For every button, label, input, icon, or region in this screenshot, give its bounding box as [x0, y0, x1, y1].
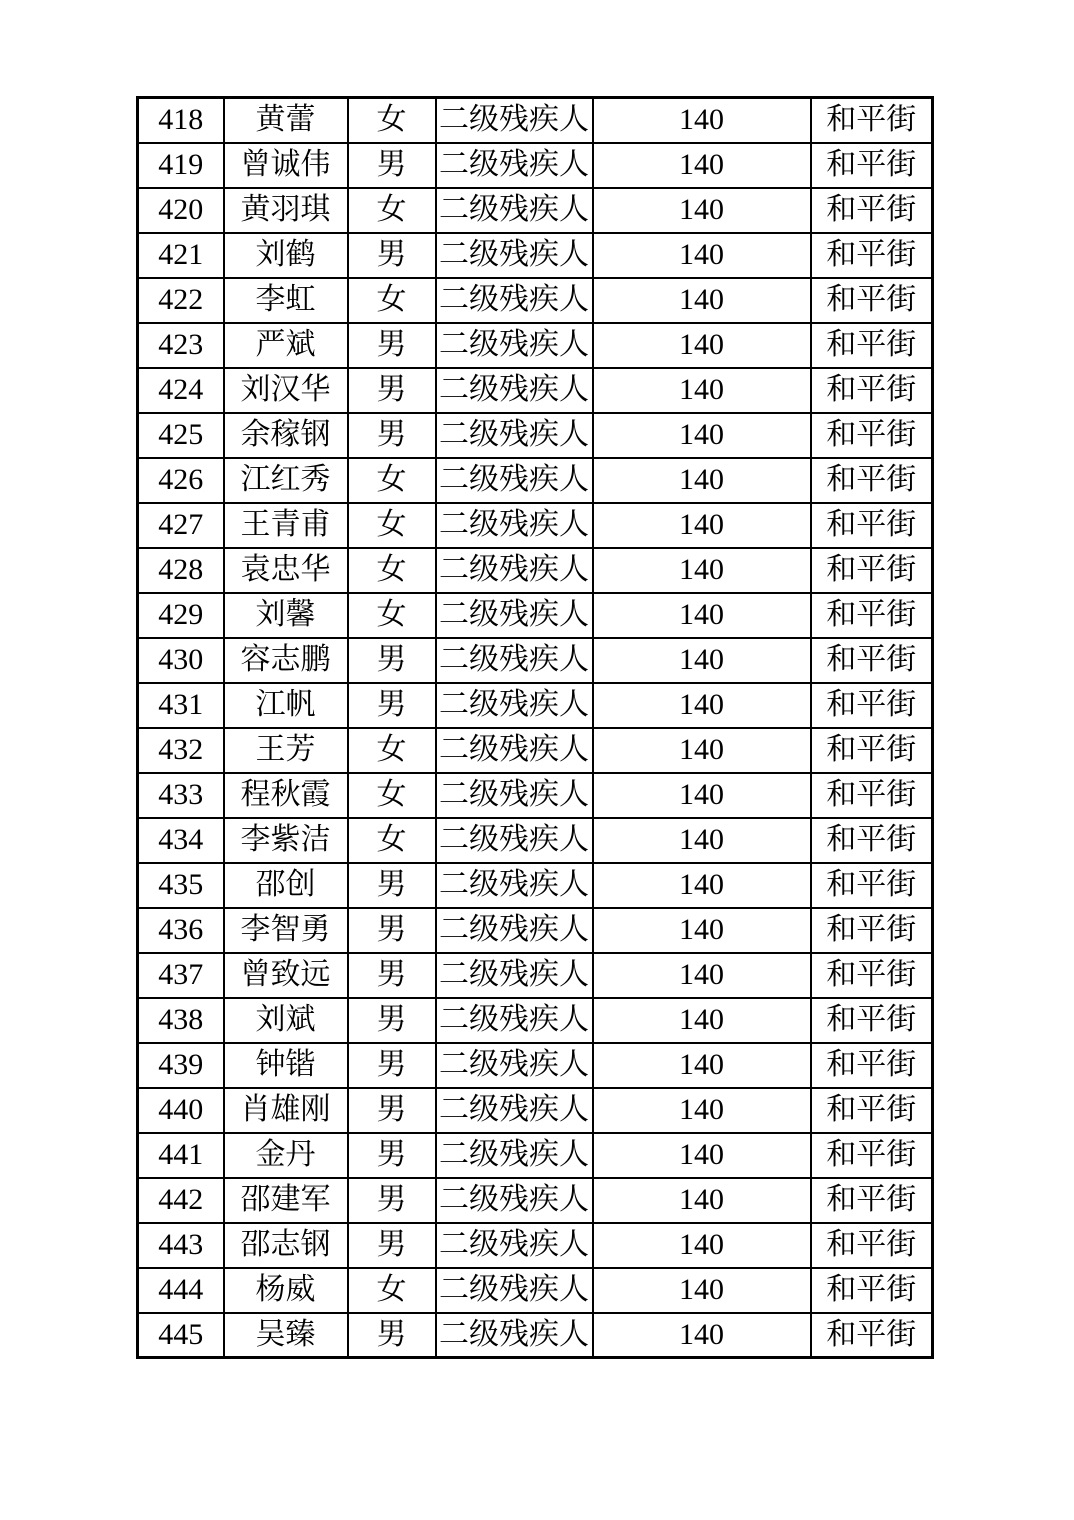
cell-amount: 140	[593, 368, 811, 413]
cell-gender: 女	[348, 593, 436, 638]
table-row	[138, 1133, 933, 1178]
cell-category: 二级残疾人	[436, 998, 593, 1043]
cell-name: 刘汉华	[224, 368, 348, 413]
cell-category: 二级残疾人	[436, 818, 593, 863]
cell-category: 二级残疾人	[436, 683, 593, 728]
cell-category: 二级残疾人	[436, 188, 593, 233]
cell-serial-number: 425	[138, 413, 224, 458]
table-row	[138, 728, 933, 773]
cell-amount: 140	[593, 1313, 811, 1358]
cell-name: 刘斌	[224, 998, 348, 1043]
cell-gender: 男	[348, 143, 436, 188]
cell-amount: 140	[593, 413, 811, 458]
table-row	[138, 143, 933, 188]
cell-gender: 男	[348, 323, 436, 368]
cell-gender: 女	[348, 458, 436, 503]
cell-category: 二级残疾人	[436, 413, 593, 458]
cell-category: 二级残疾人	[436, 728, 593, 773]
cell-serial-number: 436	[138, 908, 224, 953]
cell-category: 二级残疾人	[436, 1223, 593, 1268]
cell-serial-number: 419	[138, 143, 224, 188]
cell-street: 和平街	[811, 1088, 933, 1133]
cell-category: 二级残疾人	[436, 1178, 593, 1223]
cell-serial-number: 434	[138, 818, 224, 863]
cell-name: 李紫洁	[224, 818, 348, 863]
cell-street: 和平街	[811, 1223, 933, 1268]
cell-gender: 男	[348, 1088, 436, 1133]
cell-category: 二级残疾人	[436, 1268, 593, 1313]
table-row	[138, 323, 933, 368]
cell-serial-number: 427	[138, 503, 224, 548]
table-row	[138, 503, 933, 548]
cell-amount: 140	[593, 1133, 811, 1178]
cell-serial-number: 441	[138, 1133, 224, 1178]
cell-serial-number: 433	[138, 773, 224, 818]
table-row	[138, 1088, 933, 1133]
table-row	[138, 908, 933, 953]
cell-category: 二级残疾人	[436, 233, 593, 278]
cell-street: 和平街	[811, 548, 933, 593]
cell-gender: 男	[348, 1223, 436, 1268]
cell-street: 和平街	[811, 593, 933, 638]
cell-gender: 女	[348, 503, 436, 548]
cell-street: 和平街	[811, 503, 933, 548]
table-row	[138, 593, 933, 638]
cell-name: 程秋霞	[224, 773, 348, 818]
table-row	[138, 683, 933, 728]
cell-category: 二级残疾人	[436, 143, 593, 188]
cell-serial-number: 445	[138, 1313, 224, 1358]
cell-amount: 140	[593, 863, 811, 908]
cell-amount: 140	[593, 1043, 811, 1088]
table-row	[138, 638, 933, 683]
cell-serial-number: 443	[138, 1223, 224, 1268]
table-row	[138, 998, 933, 1043]
cell-category: 二级残疾人	[436, 503, 593, 548]
table-row	[138, 1223, 933, 1268]
cell-gender: 女	[348, 1268, 436, 1313]
cell-amount: 140	[593, 998, 811, 1043]
cell-street: 和平街	[811, 368, 933, 413]
cell-amount: 140	[593, 323, 811, 368]
cell-gender: 女	[348, 548, 436, 593]
cell-name: 袁忠华	[224, 548, 348, 593]
cell-category: 二级残疾人	[436, 1043, 593, 1088]
table-row	[138, 368, 933, 413]
cell-serial-number: 437	[138, 953, 224, 998]
roster-table-body	[138, 98, 933, 1358]
cell-gender: 男	[348, 638, 436, 683]
table-row	[138, 1313, 933, 1358]
cell-street: 和平街	[811, 1133, 933, 1178]
cell-amount: 140	[593, 188, 811, 233]
table-row	[138, 863, 933, 908]
cell-serial-number: 432	[138, 728, 224, 773]
cell-street: 和平街	[811, 998, 933, 1043]
cell-gender: 男	[348, 908, 436, 953]
disability-subsidy-roster-table	[136, 96, 934, 1359]
cell-serial-number: 421	[138, 233, 224, 278]
cell-name: 金丹	[224, 1133, 348, 1178]
cell-street: 和平街	[811, 98, 933, 143]
cell-name: 王芳	[224, 728, 348, 773]
cell-amount: 140	[593, 1088, 811, 1133]
cell-gender: 女	[348, 98, 436, 143]
cell-category: 二级残疾人	[436, 773, 593, 818]
cell-street: 和平街	[811, 278, 933, 323]
cell-category: 二级残疾人	[436, 1088, 593, 1133]
cell-name: 江帆	[224, 683, 348, 728]
cell-amount: 140	[593, 1223, 811, 1268]
cell-name: 江红秀	[224, 458, 348, 503]
cell-gender: 女	[348, 728, 436, 773]
cell-serial-number: 439	[138, 1043, 224, 1088]
cell-amount: 140	[593, 638, 811, 683]
table-row	[138, 413, 933, 458]
cell-category: 二级残疾人	[436, 368, 593, 413]
cell-serial-number: 444	[138, 1268, 224, 1313]
cell-name: 吴臻	[224, 1313, 348, 1358]
cell-gender: 男	[348, 233, 436, 278]
cell-street: 和平街	[811, 638, 933, 683]
cell-category: 二级残疾人	[436, 593, 593, 638]
cell-name: 容志鹏	[224, 638, 348, 683]
cell-category: 二级残疾人	[436, 1313, 593, 1358]
cell-serial-number: 420	[138, 188, 224, 233]
cell-name: 黄羽琪	[224, 188, 348, 233]
cell-serial-number: 422	[138, 278, 224, 323]
cell-name: 邵志钢	[224, 1223, 348, 1268]
cell-street: 和平街	[811, 863, 933, 908]
cell-amount: 140	[593, 1268, 811, 1313]
table-row	[138, 1178, 933, 1223]
cell-amount: 140	[593, 278, 811, 323]
cell-name: 邵建军	[224, 1178, 348, 1223]
cell-amount: 140	[593, 728, 811, 773]
cell-street: 和平街	[811, 683, 933, 728]
cell-street: 和平街	[811, 908, 933, 953]
cell-amount: 140	[593, 773, 811, 818]
cell-serial-number: 428	[138, 548, 224, 593]
cell-street: 和平街	[811, 1313, 933, 1358]
cell-serial-number: 435	[138, 863, 224, 908]
cell-street: 和平街	[811, 773, 933, 818]
cell-gender: 男	[348, 998, 436, 1043]
cell-name: 刘鹤	[224, 233, 348, 278]
cell-amount: 140	[593, 548, 811, 593]
cell-amount: 140	[593, 908, 811, 953]
cell-amount: 140	[593, 233, 811, 278]
cell-gender: 男	[348, 863, 436, 908]
cell-category: 二级残疾人	[436, 548, 593, 593]
cell-gender: 男	[348, 683, 436, 728]
cell-street: 和平街	[811, 188, 933, 233]
cell-category: 二级残疾人	[436, 638, 593, 683]
cell-serial-number: 431	[138, 683, 224, 728]
cell-street: 和平街	[811, 233, 933, 278]
cell-amount: 140	[593, 98, 811, 143]
cell-amount: 140	[593, 683, 811, 728]
cell-name: 严斌	[224, 323, 348, 368]
cell-street: 和平街	[811, 1043, 933, 1088]
cell-serial-number: 438	[138, 998, 224, 1043]
cell-name: 肖雄刚	[224, 1088, 348, 1133]
cell-gender: 男	[348, 953, 436, 998]
cell-serial-number: 424	[138, 368, 224, 413]
cell-category: 二级残疾人	[436, 98, 593, 143]
cell-serial-number: 442	[138, 1178, 224, 1223]
cell-amount: 140	[593, 593, 811, 638]
cell-gender: 女	[348, 278, 436, 323]
cell-street: 和平街	[811, 413, 933, 458]
cell-amount: 140	[593, 458, 811, 503]
cell-street: 和平街	[811, 323, 933, 368]
cell-street: 和平街	[811, 953, 933, 998]
cell-name: 李智勇	[224, 908, 348, 953]
cell-gender: 女	[348, 188, 436, 233]
table-row	[138, 188, 933, 233]
cell-category: 二级残疾人	[436, 458, 593, 503]
cell-name: 曾致远	[224, 953, 348, 998]
cell-name: 钟锴	[224, 1043, 348, 1088]
cell-gender: 男	[348, 1043, 436, 1088]
table-row	[138, 548, 933, 593]
table-row	[138, 818, 933, 863]
cell-street: 和平街	[811, 818, 933, 863]
cell-name: 黄蕾	[224, 98, 348, 143]
cell-street: 和平街	[811, 458, 933, 503]
cell-serial-number: 430	[138, 638, 224, 683]
cell-street: 和平街	[811, 728, 933, 773]
cell-gender: 男	[348, 413, 436, 458]
table-row	[138, 278, 933, 323]
cell-serial-number: 418	[138, 98, 224, 143]
cell-street: 和平街	[811, 1178, 933, 1223]
cell-amount: 140	[593, 953, 811, 998]
cell-amount: 140	[593, 143, 811, 188]
table-row	[138, 1043, 933, 1088]
cell-category: 二级残疾人	[436, 323, 593, 368]
cell-name: 曾诚伟	[224, 143, 348, 188]
cell-amount: 140	[593, 1178, 811, 1223]
cell-amount: 140	[593, 503, 811, 548]
cell-name: 刘馨	[224, 593, 348, 638]
cell-name: 杨威	[224, 1268, 348, 1313]
cell-gender: 男	[348, 1133, 436, 1178]
cell-name: 余稼钢	[224, 413, 348, 458]
table-row	[138, 773, 933, 818]
cell-gender: 男	[348, 1313, 436, 1358]
table-row	[138, 458, 933, 503]
cell-serial-number: 423	[138, 323, 224, 368]
cell-serial-number: 429	[138, 593, 224, 638]
cell-category: 二级残疾人	[436, 278, 593, 323]
cell-gender: 女	[348, 773, 436, 818]
cell-category: 二级残疾人	[436, 953, 593, 998]
table-row	[138, 98, 933, 143]
table-row	[138, 953, 933, 998]
cell-name: 王青甫	[224, 503, 348, 548]
cell-name: 李虹	[224, 278, 348, 323]
cell-gender: 男	[348, 368, 436, 413]
cell-serial-number: 426	[138, 458, 224, 503]
cell-street: 和平街	[811, 143, 933, 188]
table-row	[138, 233, 933, 278]
cell-gender: 男	[348, 1178, 436, 1223]
cell-gender: 女	[348, 818, 436, 863]
cell-category: 二级残疾人	[436, 863, 593, 908]
cell-name: 邵创	[224, 863, 348, 908]
cell-street: 和平街	[811, 1268, 933, 1313]
cell-category: 二级残疾人	[436, 908, 593, 953]
cell-serial-number: 440	[138, 1088, 224, 1133]
cell-category: 二级残疾人	[436, 1133, 593, 1178]
table-row	[138, 1268, 933, 1313]
cell-amount: 140	[593, 818, 811, 863]
